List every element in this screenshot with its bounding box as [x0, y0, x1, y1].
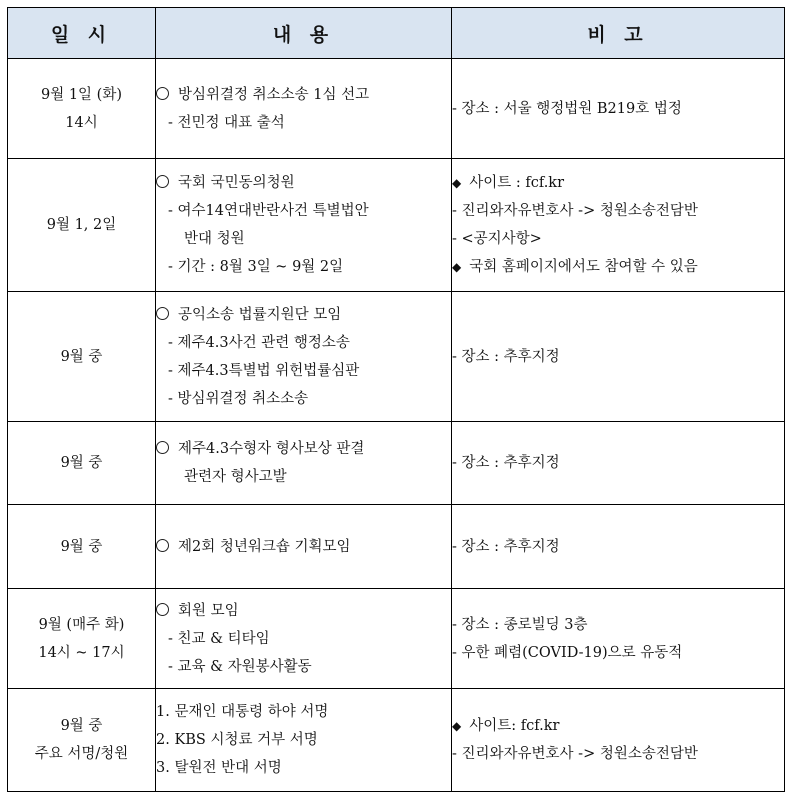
date-line: 9월 중 — [60, 538, 103, 555]
note-line: - 장소 : 추후지정 — [452, 455, 560, 471]
note-line: - 장소 : 추후지정 — [452, 348, 560, 365]
date-cell — [8, 159, 156, 292]
content-item: - 여수14연대반란사건 특별법안 — [168, 203, 369, 219]
note-cell — [452, 422, 785, 505]
content-item: 2. KBS 시청료 거부 서명 — [156, 732, 318, 748]
date-line: 9월 1, 2일 — [46, 217, 117, 233]
content-item: - 제주4.3사건 관련 행정소송 — [168, 334, 350, 351]
date-line: 9월 중 — [60, 718, 103, 734]
content-title: 방심위결정 취소소송 1심 선고 — [156, 81, 451, 109]
diamond-icon: ◆ — [452, 260, 462, 274]
note-cell — [452, 59, 785, 159]
content-item: 1. 문재인 대통령 하야 서명 — [156, 704, 329, 720]
content-cell — [156, 422, 452, 505]
note-line: ◆ 사이트 : fcf.kr — [452, 169, 784, 197]
note-line: - 진리와자유변호사 -> 청원소송전담반 — [452, 203, 698, 219]
note-cell — [452, 505, 785, 589]
header-content: 내 용 — [156, 8, 452, 59]
circle-bullet-icon — [156, 175, 169, 188]
note-line: ◆ 국회 홈페이지에서도 참여할 수 있음 — [452, 253, 784, 281]
table-row — [8, 159, 785, 292]
note-cell — [452, 159, 785, 292]
content-item: - 기간 : 8월 3일 ~ 9월 2일 — [168, 259, 344, 275]
date-line: 9월 (매주 화) — [38, 616, 125, 633]
circle-bullet-icon — [156, 307, 169, 320]
note-line: - 우한 폐렴(COVID-19)으로 유동적 — [452, 644, 683, 661]
table-row — [8, 59, 785, 159]
circle-bullet-icon — [156, 603, 169, 616]
date-cell — [8, 59, 156, 159]
date-line: 9월 중 — [60, 348, 103, 365]
note-line: - 장소 : 서울 행정법원 B219호 법정 — [452, 100, 682, 117]
note-cell — [452, 292, 785, 422]
note-line: - <공지사항> — [452, 231, 542, 247]
content-title: 회원 모임 — [156, 597, 451, 625]
date-line: 14시 ~ 17시 — [38, 644, 125, 661]
circle-bullet-icon — [156, 539, 169, 552]
content-item: 3. 탈원전 반대 서명 — [156, 760, 282, 776]
content-title: 제2회 청년워크숍 기획모임 — [156, 533, 451, 561]
table-row — [8, 589, 785, 689]
schedule-table — [7, 7, 785, 792]
content-cell — [156, 59, 452, 159]
circle-bullet-icon — [156, 87, 169, 100]
header-note: 비 고 — [452, 8, 785, 59]
note-cell — [452, 689, 785, 792]
date-line: 9월 중 — [60, 455, 103, 471]
circle-bullet-icon — [156, 441, 169, 454]
note-line: ◆ 사이트: fcf.kr — [452, 712, 784, 740]
content-item: - 제주4.3특별법 위헌법률심판 — [168, 362, 360, 379]
date-cell — [8, 292, 156, 422]
date-cell — [8, 589, 156, 689]
content-item: 반대 청원 — [184, 231, 245, 247]
table-row — [8, 422, 785, 505]
header-date: 일 시 — [8, 8, 156, 59]
note-line: - 진리와자유변호사 -> 청원소송전담반 — [452, 746, 698, 762]
table-row — [8, 689, 785, 792]
date-cell — [8, 689, 156, 792]
date-line: 14시 — [65, 114, 98, 131]
date-cell — [8, 422, 156, 505]
content-cell — [156, 159, 452, 292]
diamond-icon: ◆ — [452, 719, 462, 733]
date-line: 주요 서명/청원 — [34, 746, 129, 762]
note-line: - 장소 : 종로빌딩 3층 — [452, 616, 588, 633]
note-cell — [452, 589, 785, 689]
content-cell — [156, 589, 452, 689]
content-cell — [156, 505, 452, 589]
content-cell — [156, 292, 452, 422]
note-line: - 장소 : 추후지정 — [452, 538, 560, 555]
table-row — [8, 292, 785, 422]
date-line: 9월 1일 (화) — [40, 86, 122, 103]
content-title: 국회 국민동의청원 — [156, 169, 451, 197]
content-item: - 교육 & 자원봉사활동 — [168, 658, 312, 675]
content-item: - 전민정 대표 출석 — [168, 114, 285, 131]
content-title: 제주4.3수형자 형사보상 판결 — [156, 435, 451, 463]
content-cell — [156, 689, 452, 792]
content-item: - 친교 & 티타임 — [168, 630, 270, 647]
table-row — [8, 505, 785, 589]
content-item: - 방심위결정 취소소송 — [168, 390, 309, 407]
diamond-icon: ◆ — [452, 176, 462, 190]
header-row — [8, 8, 785, 59]
content-item: 관련자 형사고발 — [184, 469, 287, 485]
content-title: 공익소송 법률지원단 모임 — [156, 301, 451, 329]
date-cell — [8, 505, 156, 589]
